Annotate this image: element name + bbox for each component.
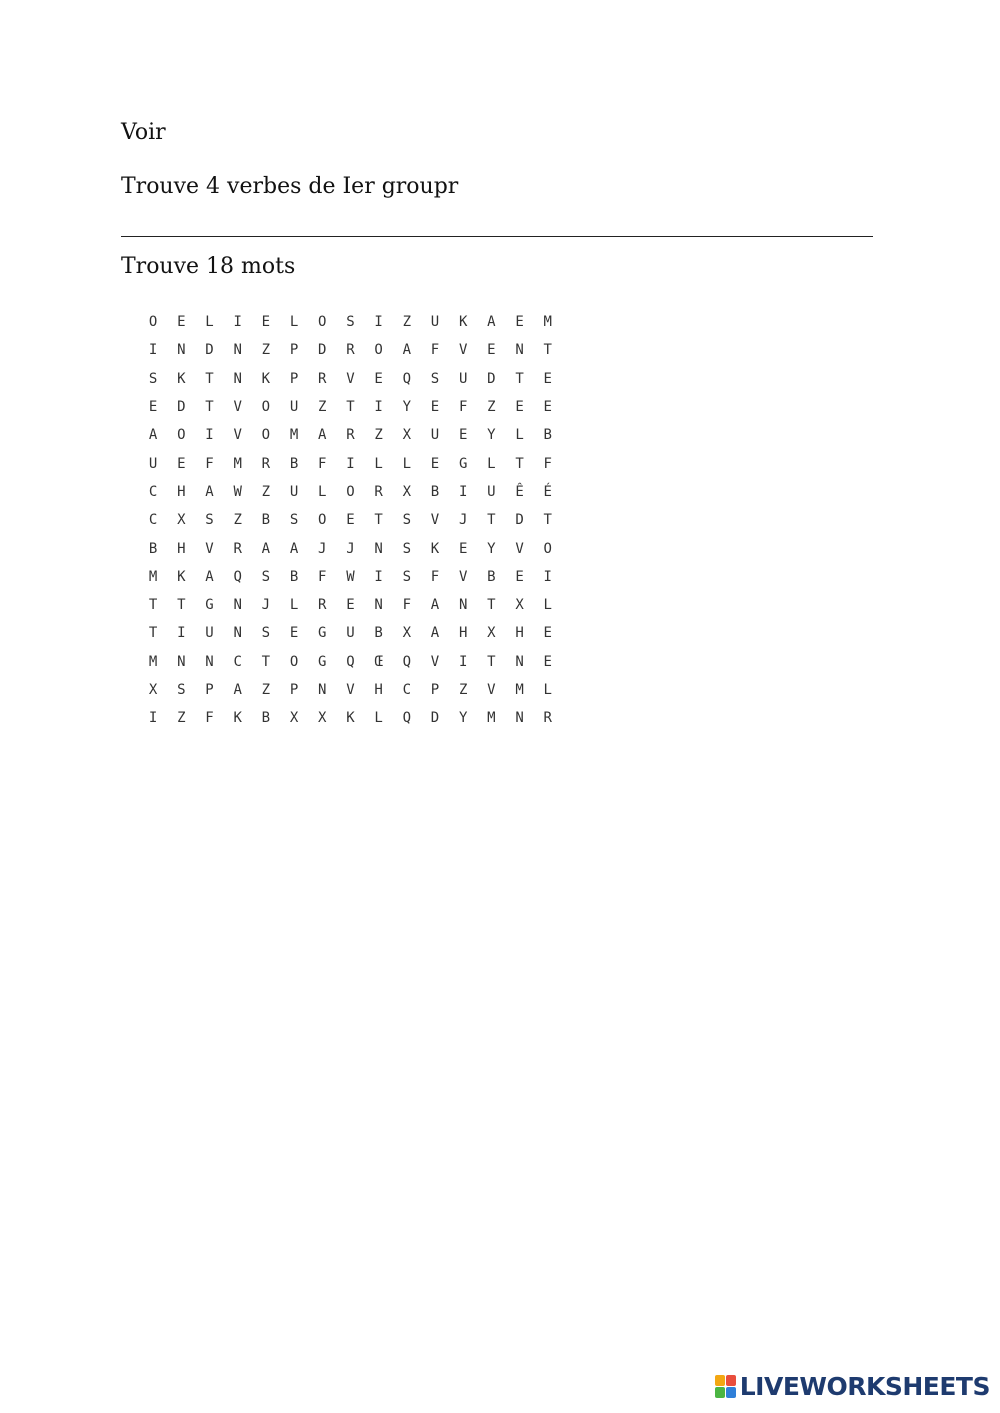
grid-letter[interactable]: E: [458, 427, 468, 444]
grid-letter[interactable]: D: [515, 512, 524, 529]
grid-letter[interactable]: T: [177, 597, 186, 614]
grid-letter[interactable]: E: [177, 314, 186, 331]
grid-letter[interactable]: O: [346, 483, 355, 500]
grid-letter[interactable]: A: [205, 568, 214, 585]
grid-letter[interactable]: W: [346, 568, 355, 585]
grid-letter[interactable]: E: [346, 597, 355, 614]
grid-letter[interactable]: T: [374, 512, 383, 529]
grid-letter[interactable]: B: [289, 568, 299, 585]
grid-letter[interactable]: I: [458, 653, 468, 670]
grid-letter[interactable]: F: [205, 710, 214, 727]
grid-letter[interactable]: R: [346, 342, 355, 359]
grid-letter[interactable]: F: [318, 455, 327, 472]
instruction-words: Trouve 18 mots: [121, 254, 296, 279]
grid-letter[interactable]: I: [346, 455, 355, 472]
grid-letter[interactable]: T: [515, 455, 524, 472]
grid-letter[interactable]: I: [543, 568, 552, 585]
grid-letter[interactable]: X: [318, 710, 327, 727]
grid-letter[interactable]: U: [289, 399, 299, 416]
grid-letter[interactable]: L: [402, 455, 411, 472]
grid-letter[interactable]: E: [374, 370, 383, 387]
grid-letter[interactable]: B: [487, 568, 496, 585]
grid-letter[interactable]: O: [148, 314, 158, 331]
grid-letter[interactable]: O: [177, 427, 186, 444]
grid-letter[interactable]: F: [458, 399, 468, 416]
grid-letter[interactable]: V: [458, 568, 468, 585]
grid-letter[interactable]: Q: [346, 653, 355, 670]
page-title: Voir: [121, 120, 166, 145]
grid-letter[interactable]: U: [205, 625, 214, 642]
grid-letter[interactable]: N: [205, 653, 214, 670]
grid-letter[interactable]: Z: [261, 342, 271, 359]
grid-letter[interactable]: B: [430, 483, 440, 500]
grid-letter[interactable]: Z: [177, 710, 186, 727]
grid-letter[interactable]: Z: [261, 483, 271, 500]
grid-letter[interactable]: J: [346, 540, 355, 557]
grid-letter[interactable]: R: [233, 540, 242, 557]
grid-letter[interactable]: X: [402, 625, 411, 642]
grid-letter[interactable]: U: [487, 483, 496, 500]
grid-letter[interactable]: U: [289, 483, 299, 500]
grid-letter[interactable]: T: [543, 512, 552, 529]
grid-letter[interactable]: E: [346, 512, 355, 529]
grid-letter[interactable]: M: [543, 314, 552, 331]
grid-letter[interactable]: I: [374, 568, 383, 585]
grid-letter[interactable]: O: [261, 399, 271, 416]
grid-letter[interactable]: T: [205, 399, 214, 416]
grid-letter[interactable]: L: [289, 314, 299, 331]
grid-letter[interactable]: T: [346, 399, 355, 416]
grid-letter[interactable]: E: [430, 399, 440, 416]
grid-letter[interactable]: Œ: [374, 653, 383, 670]
grid-letter[interactable]: V: [487, 682, 496, 698]
grid-letter[interactable]: E: [515, 399, 524, 416]
grid-letter[interactable]: E: [543, 653, 552, 670]
grid-letter[interactable]: L: [318, 483, 327, 500]
grid-letter[interactable]: N: [233, 597, 242, 614]
grid-letter[interactable]: P: [289, 370, 299, 387]
grid-letter[interactable]: S: [430, 370, 440, 387]
grid-letter[interactable]: E: [430, 455, 440, 472]
grid-letter[interactable]: O: [543, 540, 552, 557]
grid-letter[interactable]: M: [233, 455, 242, 472]
grid-letter[interactable]: L: [289, 597, 299, 614]
grid-letter[interactable]: X: [289, 710, 299, 727]
grid-letter[interactable]: E: [148, 399, 158, 416]
grid-letter[interactable]: I: [374, 399, 383, 416]
grid-letter[interactable]: R: [374, 483, 383, 500]
grid-letter[interactable]: L: [543, 597, 552, 614]
grid-letter[interactable]: H: [177, 540, 186, 557]
grid-letter[interactable]: V: [346, 682, 355, 698]
grid-letter[interactable]: S: [289, 512, 299, 529]
grid-letter[interactable]: K: [233, 710, 242, 727]
grid-letter[interactable]: F: [205, 455, 214, 472]
grid-letter[interactable]: F: [430, 342, 440, 359]
grid-letter[interactable]: U: [430, 314, 440, 331]
grid-letter[interactable]: I: [177, 625, 186, 642]
logo-mark-square: [715, 1387, 725, 1398]
grid-letter[interactable]: A: [402, 342, 411, 359]
grid-letter[interactable]: E: [458, 540, 468, 557]
grid-letter[interactable]: E: [515, 568, 524, 585]
grid-letter[interactable]: S: [148, 370, 158, 387]
grid-letter[interactable]: C: [402, 682, 411, 698]
grid-letter[interactable]: E: [543, 399, 552, 416]
grid-letter[interactable]: S: [402, 512, 411, 529]
grid-letter[interactable]: A: [289, 540, 299, 557]
grid-letter[interactable]: T: [515, 370, 524, 387]
grid-letter[interactable]: Z: [233, 512, 242, 529]
grid-letter[interactable]: Z: [458, 682, 468, 698]
grid-letter[interactable]: K: [177, 568, 186, 585]
grid-letter[interactable]: A: [430, 597, 440, 614]
grid-letter[interactable]: I: [374, 314, 383, 331]
grid-letter[interactable]: I: [233, 314, 242, 331]
grid-letter[interactable]: B: [261, 710, 271, 727]
grid-letter[interactable]: P: [289, 682, 299, 698]
grid-letter[interactable]: S: [261, 625, 271, 642]
grid-letter[interactable]: P: [205, 682, 214, 698]
grid-letter[interactable]: N: [233, 342, 242, 359]
grid-letter[interactable]: G: [318, 653, 327, 670]
grid-letter[interactable]: N: [515, 342, 524, 359]
grid-letter[interactable]: S: [346, 314, 355, 331]
grid-letter[interactable]: M: [148, 653, 158, 670]
grid-letter[interactable]: Z: [261, 682, 271, 698]
grid-letter[interactable]: L: [515, 427, 524, 444]
grid-letter[interactable]: B: [543, 427, 552, 444]
grid-letter[interactable]: Ê: [515, 483, 524, 500]
grid-letter[interactable]: X: [402, 483, 411, 500]
grid-letter[interactable]: F: [543, 455, 552, 472]
grid-letter[interactable]: X: [148, 682, 158, 698]
grid-letter[interactable]: O: [318, 314, 327, 331]
grid-letter[interactable]: R: [318, 370, 327, 387]
grid-letter[interactable]: É: [543, 483, 552, 500]
grid-letter[interactable]: J: [318, 540, 327, 557]
grid-letter[interactable]: Q: [402, 653, 411, 670]
grid-letter[interactable]: V: [233, 399, 242, 416]
grid-letter[interactable]: R: [346, 427, 355, 444]
grid-letter[interactable]: X: [487, 625, 496, 642]
grid-letter[interactable]: V: [205, 540, 214, 557]
grid-letter[interactable]: A: [205, 483, 214, 500]
grid-letter[interactable]: Q: [402, 370, 411, 387]
grid-letter[interactable]: S: [205, 512, 214, 529]
grid-letter[interactable]: U: [346, 625, 355, 642]
grid-letter[interactable]: E: [289, 625, 299, 642]
grid-letter[interactable]: H: [458, 625, 468, 642]
grid-letter[interactable]: G: [458, 455, 468, 472]
grid-letter[interactable]: V: [346, 370, 355, 387]
grid-letter[interactable]: X: [177, 512, 186, 529]
grid-letter[interactable]: X: [515, 597, 524, 614]
grid-letter[interactable]: N: [233, 625, 242, 642]
grid-letter[interactable]: A: [233, 682, 242, 698]
grid-letter[interactable]: T: [543, 342, 552, 359]
grid-letter[interactable]: U: [148, 455, 158, 472]
grid-letter[interactable]: L: [487, 455, 496, 472]
grid-letter[interactable]: N: [177, 342, 186, 359]
grid-letter[interactable]: R: [543, 710, 552, 727]
grid-letter[interactable]: H: [515, 625, 524, 642]
grid-letter[interactable]: N: [458, 597, 468, 614]
grid-letter[interactable]: V: [458, 342, 468, 359]
logo-mark-icon: [715, 1375, 736, 1398]
grid-letter[interactable]: D: [177, 399, 186, 416]
grid-letter[interactable]: R: [318, 597, 327, 614]
grid-letter[interactable]: O: [289, 653, 299, 670]
grid-letter[interactable]: K: [458, 314, 468, 331]
grid-letter[interactable]: B: [261, 512, 271, 529]
grid-letter[interactable]: O: [318, 512, 327, 529]
grid-letter[interactable]: N: [233, 370, 242, 387]
grid-letter[interactable]: Y: [458, 710, 468, 727]
logo-text: LIVEWORKSHEETS: [739, 1371, 990, 1401]
grid-letter[interactable]: N: [177, 653, 186, 670]
grid-letter[interactable]: B: [289, 455, 299, 472]
grid-letter[interactable]: T: [487, 512, 496, 529]
grid-letter[interactable]: C: [233, 653, 242, 670]
grid-letter[interactable]: O: [374, 342, 383, 359]
grid-letter[interactable]: C: [148, 512, 158, 529]
grid-letter[interactable]: I: [148, 342, 158, 359]
grid-letter[interactable]: U: [430, 427, 440, 444]
grid-letter[interactable]: Y: [487, 540, 496, 557]
grid-letter[interactable]: E: [177, 455, 186, 472]
grid-letter[interactable]: N: [515, 710, 524, 727]
grid-letter[interactable]: L: [205, 314, 214, 331]
grid-letter[interactable]: K: [177, 370, 186, 387]
grid-letter[interactable]: I: [148, 710, 158, 727]
logo-mark-square: [726, 1375, 736, 1386]
grid-letter[interactable]: A: [487, 314, 496, 331]
grid-letter[interactable]: A: [148, 427, 158, 444]
grid-letter[interactable]: V: [430, 653, 440, 670]
grid-letter[interactable]: I: [205, 427, 214, 444]
grid-letter[interactable]: E: [543, 370, 552, 387]
grid-letter[interactable]: G: [205, 597, 214, 614]
grid-letter[interactable]: E: [261, 314, 271, 331]
liveworksheets-logo: [715, 1373, 990, 1399]
grid-letter[interactable]: O: [261, 427, 271, 444]
grid-letter[interactable]: V: [233, 427, 242, 444]
grid-letter[interactable]: P: [289, 342, 299, 359]
grid-letter[interactable]: M: [289, 427, 299, 444]
grid-letter[interactable]: F: [430, 568, 440, 585]
grid-letter[interactable]: N: [318, 682, 327, 698]
grid-letter[interactable]: E: [543, 625, 552, 642]
grid-letter[interactable]: H: [374, 682, 383, 698]
grid-letter[interactable]: J: [458, 512, 468, 529]
grid-letter[interactable]: Q: [233, 568, 242, 585]
grid-letter[interactable]: C: [148, 483, 158, 500]
grid-letter[interactable]: G: [318, 625, 327, 642]
grid-letter[interactable]: L: [374, 455, 383, 472]
grid-letter[interactable]: Z: [318, 399, 327, 416]
grid-letter[interactable]: R: [261, 455, 271, 472]
grid-letter[interactable]: K: [346, 710, 355, 727]
grid-letter[interactable]: Z: [487, 399, 496, 416]
grid-letter[interactable]: Y: [487, 427, 496, 444]
grid-letter[interactable]: T: [487, 597, 496, 614]
grid-letter[interactable]: Y: [402, 399, 411, 416]
grid-letter[interactable]: A: [318, 427, 327, 444]
grid-letter[interactable]: S: [177, 682, 186, 698]
grid-letter[interactable]: T: [148, 625, 158, 642]
grid-letter[interactable]: B: [148, 540, 158, 557]
grid-letter[interactable]: Z: [402, 314, 411, 331]
grid-letter[interactable]: I: [458, 483, 468, 500]
grid-letter[interactable]: T: [205, 370, 214, 387]
grid-letter[interactable]: J: [261, 597, 271, 614]
grid-letter[interactable]: B: [374, 625, 383, 642]
grid-letter[interactable]: N: [515, 653, 524, 670]
grid-letter[interactable]: T: [148, 597, 158, 614]
grid-letter[interactable]: S: [261, 568, 271, 585]
grid-letter[interactable]: V: [430, 512, 440, 529]
instruction-verbs: Trouve 4 verbes de Ier groupr: [121, 174, 459, 199]
grid-letter[interactable]: D: [318, 342, 327, 359]
grid-letter[interactable]: L: [543, 682, 552, 698]
grid-letter[interactable]: H: [177, 483, 186, 500]
grid-letter[interactable]: M: [515, 682, 524, 698]
word-search-grid[interactable]: [139, 308, 562, 732]
logo-mark-square: [726, 1387, 736, 1398]
grid-letter[interactable]: A: [430, 625, 440, 642]
grid-letter[interactable]: W: [233, 483, 242, 500]
grid-letter[interactable]: U: [458, 370, 468, 387]
grid-letter[interactable]: S: [402, 568, 411, 585]
grid-letter[interactable]: S: [402, 540, 411, 557]
grid-letter[interactable]: X: [402, 427, 411, 444]
grid-letter[interactable]: E: [487, 342, 496, 359]
grid-letter[interactable]: A: [261, 540, 271, 557]
grid-letter[interactable]: T: [261, 653, 271, 670]
grid-letter[interactable]: L: [374, 710, 383, 727]
grid-letter[interactable]: D: [205, 342, 214, 359]
grid-letter[interactable]: T: [487, 653, 496, 670]
grid-letter[interactable]: F: [318, 568, 327, 585]
grid-letter[interactable]: E: [515, 314, 524, 331]
grid-letter[interactable]: F: [402, 597, 411, 614]
grid-letter[interactable]: D: [430, 710, 440, 727]
grid-letter[interactable]: P: [430, 682, 440, 698]
grid-letter[interactable]: D: [487, 370, 496, 387]
grid-letter[interactable]: N: [374, 540, 383, 557]
grid-letter[interactable]: M: [487, 710, 496, 727]
grid-letter[interactable]: Q: [402, 710, 411, 727]
answer-line[interactable]: [121, 236, 873, 237]
grid-letter[interactable]: K: [261, 370, 271, 387]
logo-mark-square: [715, 1375, 725, 1386]
grid-letter[interactable]: V: [515, 540, 524, 557]
grid-letter[interactable]: K: [430, 540, 440, 557]
grid-letter[interactable]: M: [148, 568, 158, 585]
grid-letter[interactable]: Z: [374, 427, 383, 444]
grid-letter[interactable]: N: [374, 597, 383, 614]
